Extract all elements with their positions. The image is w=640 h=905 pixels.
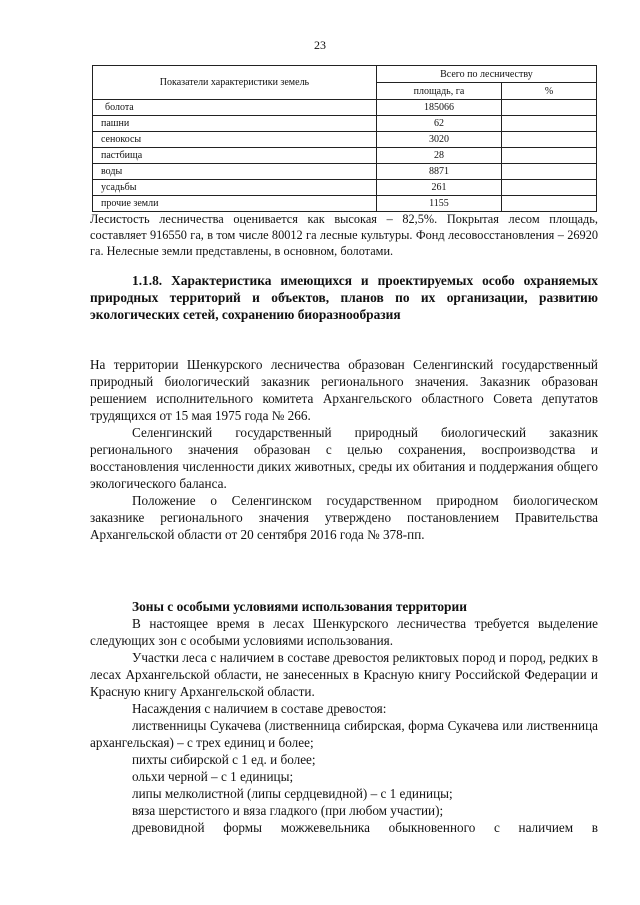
table-row [93, 116, 597, 132]
list-item: древовидной формы можжевельника обыкновенного с наличием в [132, 820, 598, 835]
list-item: пихты сибирской с 1 ед. и более; [132, 752, 316, 767]
paragraph: В настоящее время в лесах Шенкурского лесничества требуется выделение следующих зон с особыми условиями использования. [90, 616, 598, 648]
table-row [93, 148, 597, 164]
table-row [93, 196, 597, 212]
paragraph: Участки леса с наличием в составе древостоя реликтовых пород и пород, редких в лесах Архангельской области, не занесенных в Красную книгу Российской Федерации и Красную книгу Архангельской области. [90, 650, 598, 699]
row-percent [501, 180, 596, 196]
table-header-area: площадь, га [376, 83, 501, 100]
list-item: липы мелколистной (липы сердцевидной) – с 1 единицы; [132, 786, 453, 801]
row-area: 62 [376, 116, 501, 132]
zones-section [90, 598, 598, 836]
row-area: 8871 [376, 164, 501, 180]
row-percent [501, 196, 596, 212]
row-area: 3020 [376, 132, 501, 148]
paragraph: Селенгинский государственный природный биологический заказник регионального значения образован с целью сохранения, воспроизводства и восстановления численности диких животных, среды их обитания и поддержания общего экологического баланса. [90, 425, 598, 491]
list-item: ольхи черной – с 1 единицы; [132, 769, 294, 784]
row-area: 185066 [376, 100, 501, 116]
forest-cover-paragraph: Лесистость лесничества оценивается как высокая – 82,5%. Покрытая лесом площадь, составляет 916550 га, в том числе 80012 га лесные культуры. Фонд лесовосстановления – 26920 га. Нелесные земли представлены, в основном, болотами. [90, 212, 598, 258]
table-header-total: Всего по лесничеству [376, 66, 596, 83]
row-label: пастбища [93, 148, 377, 164]
section-heading: 1.1.8. Характеристика имеющихся и проектируемых особо охраняемых природных территорий и объектов, планов по их организации, развитию экологических сетей, сохранению биоразнообразия [90, 273, 598, 322]
table-header-row [93, 66, 597, 83]
table-row [93, 100, 597, 116]
row-percent [501, 100, 596, 116]
row-area: 261 [376, 180, 501, 196]
row-percent [501, 164, 596, 180]
table-header-indicator: Показатели характеристики земель [93, 66, 377, 100]
land-characteristics-table [92, 65, 597, 212]
row-label: болота [93, 100, 377, 116]
reserve-section [90, 356, 598, 543]
paragraph: На территории Шенкурского лесничества образован Селенгинский государственный природный биологический заказник регионального значения. Заказник образован решением исполнительного комитета Архангельского областного Совета депутатов трудящихся от 15 мая 1975 года № 266. [90, 357, 598, 423]
table-row [93, 180, 597, 196]
row-percent [501, 116, 596, 132]
table-row [93, 164, 597, 180]
table-header-percent: % [501, 83, 596, 100]
row-label: воды [93, 164, 377, 180]
row-area: 1155 [376, 196, 501, 212]
list-item: вяза шерстистого и вяза гладкого (при любом участии); [132, 803, 444, 818]
row-percent [501, 132, 596, 148]
zones-heading: Зоны с особыми условиями использования территории [132, 599, 467, 614]
row-label: пашни [93, 116, 377, 132]
row-area: 28 [376, 148, 501, 164]
paragraph: Насаждения с наличием в составе древостоя: [132, 701, 387, 716]
row-label: усадьбы [93, 180, 377, 196]
row-label: прочие земли [93, 196, 377, 212]
paragraph: Положение о Селенгинском государственном природном биологическом заказнике регионального значения утверждено постановлением Правительства Архангельской области от 20 сентября 2016 года № 378-пп. [90, 493, 598, 542]
section-heading-block [90, 272, 598, 323]
row-label: сенокосы [93, 132, 377, 148]
row-percent [501, 148, 596, 164]
list-item: лиственницы Сукачева (лиственница сибирская, форма Сукачева или лиственница архангельская) – с трех единиц и более; [90, 718, 598, 750]
table-row [93, 132, 597, 148]
page-number: 23 [314, 38, 326, 52]
